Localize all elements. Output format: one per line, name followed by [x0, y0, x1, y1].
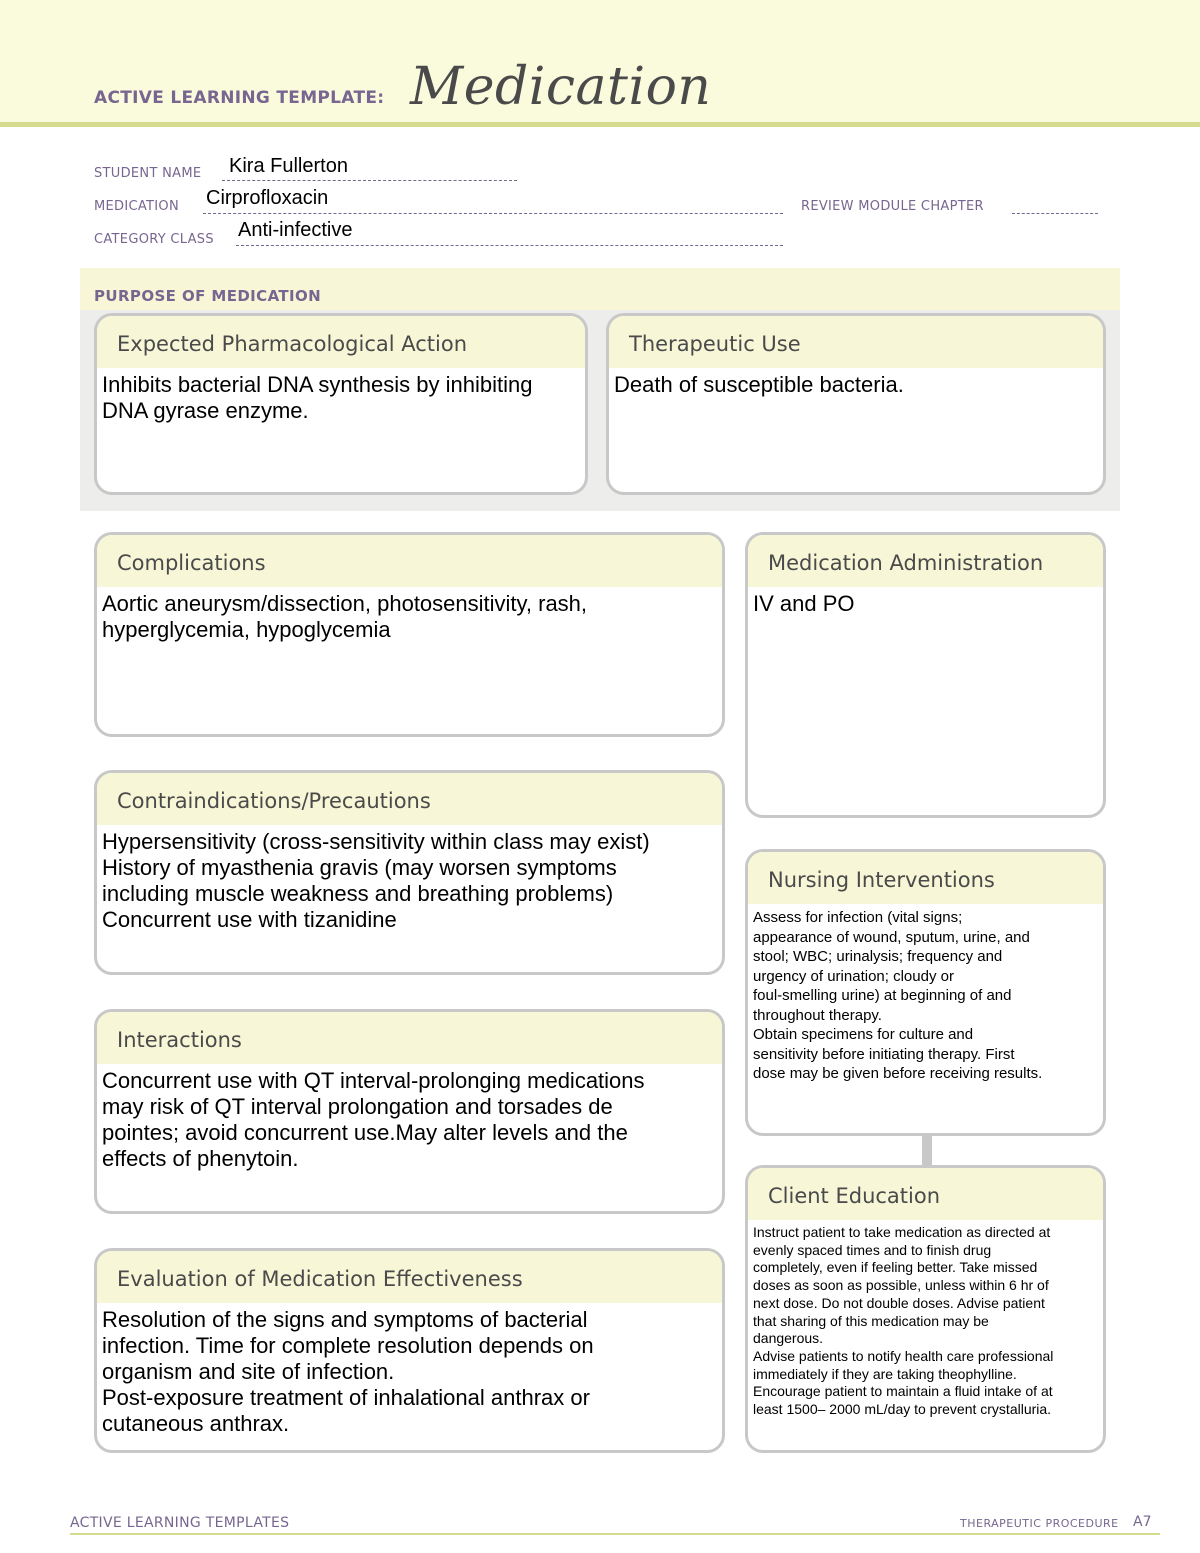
nursing-interventions-text[interactable] — [748, 904, 1103, 1084]
text-line: dangerous. — [753, 1330, 824, 1347]
text-line: infection. Time for complete resolution depends on — [102, 1333, 594, 1358]
text-line: appearance of wound, sputum, urine, and — [753, 928, 1030, 946]
text-line: including muscle weakness and breathing problems) — [102, 881, 614, 906]
text-line: stool; WBC; urinalysis; frequency and — [753, 948, 1003, 965]
text-line: least 1500– 2000 mL/day to prevent crystalluria. — [753, 1401, 1052, 1418]
text-line: that sharing of this medication may be — [753, 1312, 989, 1329]
nursing-interventions-heading: Nursing Interventions — [748, 852, 1103, 904]
therapeutic-use-text[interactable] — [609, 368, 1103, 398]
text-line: may risk of QT interval prolongation and torsades de — [102, 1094, 613, 1119]
evaluation-text[interactable] — [97, 1303, 722, 1437]
text-line: foul-smelling urine) at beginning of and — [753, 987, 1012, 1004]
student-name-line — [222, 180, 517, 181]
template-label: ACTIVE LEARNING TEMPLATE: — [94, 88, 385, 108]
therapeutic-use-box — [606, 313, 1106, 495]
category-class-line — [236, 245, 783, 246]
text-line: Concurrent use with tizanidine — [102, 907, 397, 932]
contraindications-text[interactable] — [97, 825, 722, 933]
text-line: Obtain specimens for culture and — [753, 1026, 974, 1043]
category-class-field[interactable]: Anti-infective — [238, 219, 353, 241]
review-module-line — [1012, 213, 1098, 214]
text-line: effects of phenytoin. — [102, 1146, 299, 1171]
medication-field[interactable]: Cirprofloxacin — [206, 187, 329, 209]
client-education-text[interactable] — [748, 1220, 1103, 1419]
interactions-heading: Interactions — [97, 1012, 722, 1064]
header-rule — [0, 122, 1200, 127]
interactions-text[interactable] — [97, 1064, 722, 1172]
student-name-label: STUDENT NAME — [94, 166, 202, 181]
contraindications-heading: Contraindications/Precautions — [97, 773, 722, 825]
text-line: IV and PO — [753, 591, 855, 616]
text-line: Hypersensitivity (cross-sensitivity within class may exist) — [102, 829, 650, 854]
text-line: dose may be given before receiving results. — [753, 1065, 1043, 1082]
medication-label: MEDICATION — [94, 199, 179, 214]
administration-text[interactable] — [748, 587, 1103, 617]
text-line: Instruct patient to take medication as directed at — [753, 1224, 1051, 1240]
expected-action-heading: Expected Pharmacological Action — [97, 316, 585, 368]
administration-box — [745, 532, 1106, 818]
text-line: Aortic aneurysm/dissection, photosensitivity, rash, — [102, 591, 588, 616]
text-line: DNA gyrase enzyme. — [102, 398, 309, 423]
template-title: Medication — [410, 57, 712, 117]
medication-line — [203, 213, 783, 214]
contraindications-box — [94, 770, 725, 975]
therapeutic-use-heading: Therapeutic Use — [609, 316, 1103, 368]
expected-action-box — [94, 313, 588, 495]
text-line: Concurrent use with QT interval-prolonging medications — [102, 1068, 645, 1093]
text-line: sensitivity before initiating therapy. First — [753, 1045, 1015, 1063]
category-class-label: CATEGORY CLASS — [94, 232, 214, 247]
text-line: urgency of urination; cloudy or — [753, 967, 954, 985]
student-name-field[interactable]: Kira Fullerton — [229, 155, 348, 177]
text-line: Post-exposure treatment of inhalational anthrax or — [102, 1385, 590, 1410]
footer-right: THERAPEUTIC PROCEDURE — [960, 1517, 1119, 1530]
review-module-label: REVIEW MODULE CHAPTER — [801, 199, 984, 214]
text-line: Encourage patient to maintain a fluid intake of at — [753, 1383, 1053, 1400]
text-line: Advise patients to notify health care professional — [753, 1347, 1054, 1364]
footer-page-number: A7 — [1133, 1514, 1152, 1530]
text-line: evenly spaced times and to finish drug — [753, 1241, 992, 1258]
expected-action-text[interactable] — [97, 368, 585, 424]
text-line: Inhibits bacterial DNA synthesis by inhibiting — [102, 372, 533, 397]
nursing-interventions-box — [745, 849, 1106, 1136]
text-line: Assess for infection (vital signs; — [753, 909, 963, 926]
text-line: pointes; avoid concurrent use.May alter levels and the — [102, 1120, 628, 1145]
text-line: cutaneous anthrax. — [102, 1411, 290, 1436]
text-line: doses as soon as possible, unless within 6 hr of — [753, 1277, 1049, 1294]
purpose-title: PURPOSE OF MEDICATION — [94, 287, 322, 305]
complications-heading: Complications — [97, 535, 722, 587]
interactions-box — [94, 1009, 725, 1214]
client-education-heading: Client Education — [748, 1168, 1103, 1220]
text-line: immediately if they are taking theophylline. — [753, 1365, 1017, 1382]
client-education-box — [745, 1165, 1106, 1453]
text-line: next dose. Do not double doses. Advise patient — [753, 1294, 1045, 1311]
complications-box — [94, 532, 725, 737]
complications-text[interactable] — [97, 587, 722, 643]
text-line: hyperglycemia, hypoglycemia — [102, 617, 391, 642]
connector-bar — [922, 1133, 932, 1165]
text-line: throughout therapy. — [753, 1006, 882, 1024]
evaluation-heading: Evaluation of Medication Effectiveness — [97, 1251, 722, 1303]
administration-heading: Medication Administration — [748, 535, 1103, 587]
text-line: History of myasthenia gravis (may worsen symptoms — [102, 855, 617, 880]
text-line: organism and site of infection. — [102, 1359, 395, 1384]
text-line: Resolution of the signs and symptoms of bacterial — [102, 1307, 588, 1332]
footer-left: ACTIVE LEARNING TEMPLATES — [70, 1515, 290, 1531]
text-line: Death of susceptible bacteria. — [614, 372, 904, 397]
text-line: completely, even if feeling better. Take missed — [753, 1259, 1038, 1276]
footer-rule — [70, 1533, 1160, 1535]
evaluation-box — [94, 1248, 725, 1453]
